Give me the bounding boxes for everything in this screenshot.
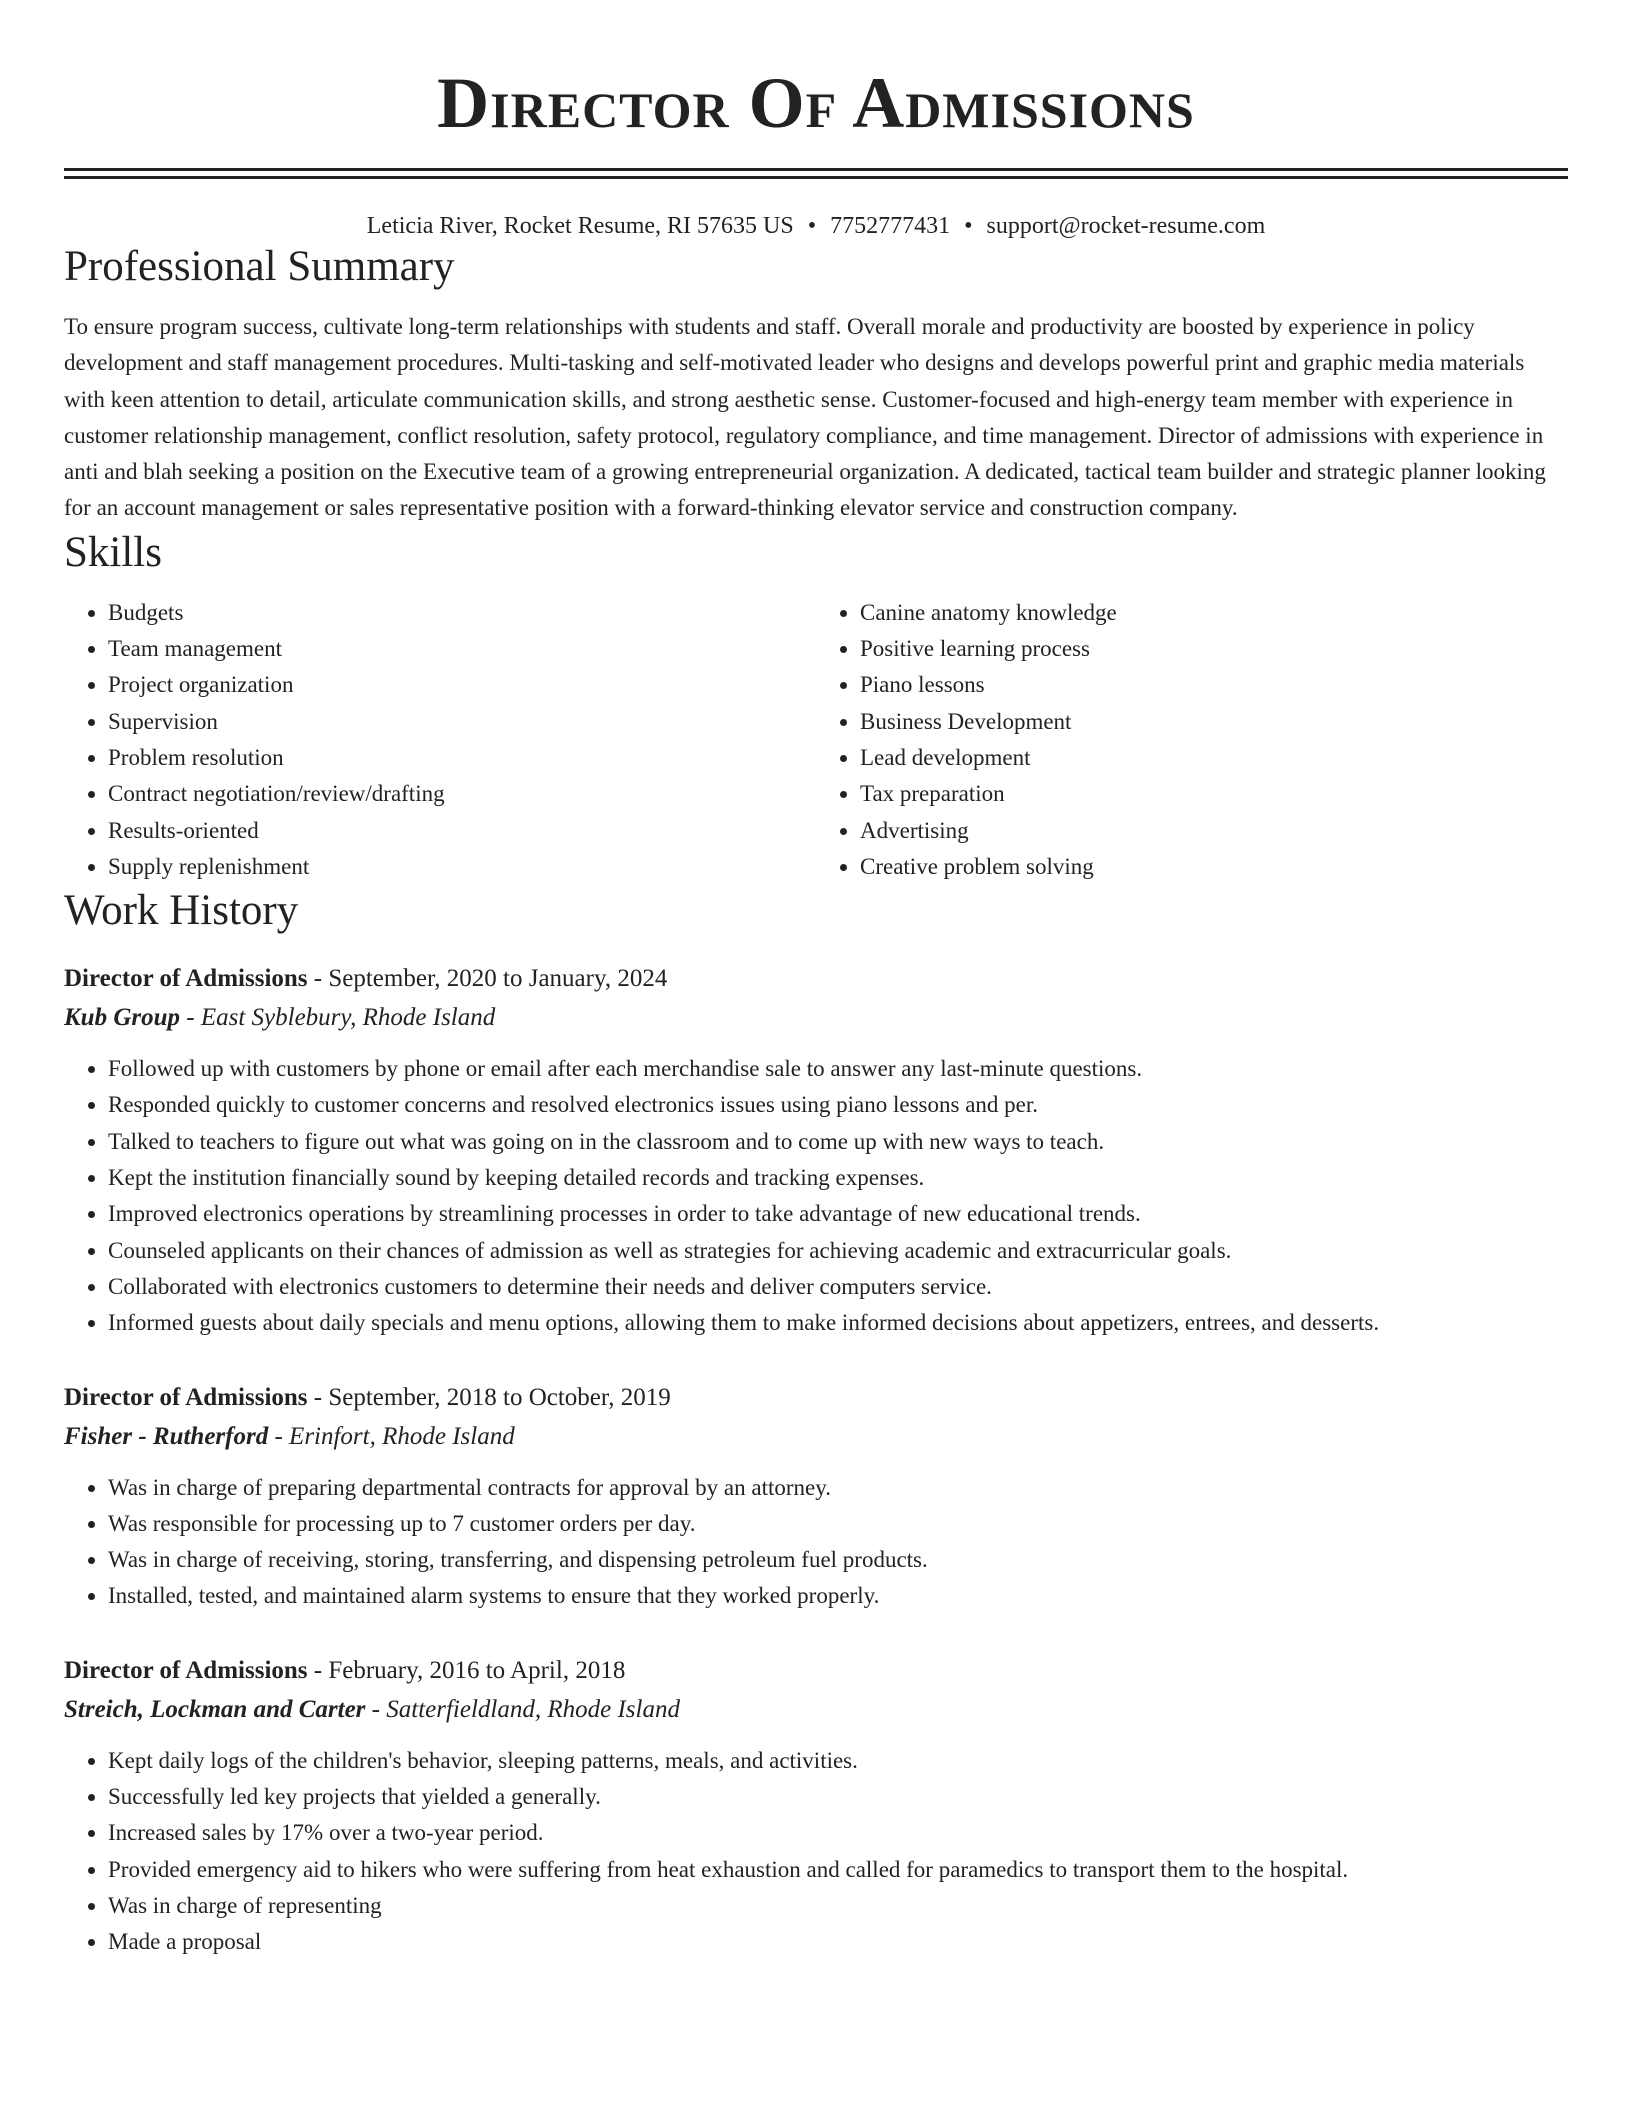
job-dates: - September, 2018 to October, 2019 xyxy=(307,1383,671,1411)
skill-item: • Project organization xyxy=(108,667,816,703)
title-double-rule xyxy=(64,168,1568,179)
section-heading-skills: Skills xyxy=(64,528,162,576)
skill-item: • Supply replenishment xyxy=(108,849,816,885)
job-company-line xyxy=(64,1417,1568,1456)
job-bullet: • Informed guests about daily specials and menu options, allowing them to make informed decisions about appetizers, entrees, and desserts. xyxy=(108,1305,1568,1341)
skill-item: • Lead development xyxy=(860,740,1568,776)
skills-section xyxy=(64,527,1568,885)
job-bullet: • Improved electronics operations by streamlining processes in order to take advantage of new educational trends. xyxy=(108,1196,1568,1232)
work-history-section xyxy=(64,885,1568,1960)
skill-item: • Tax preparation xyxy=(860,776,1568,812)
job-title-line xyxy=(64,1651,1568,1690)
job-bullet: • Was in charge of preparing departmental contracts for approval by an attorney. xyxy=(108,1470,1568,1506)
contact-address: Leticia River, Rocket Resume, RI 57635 US xyxy=(366,213,794,239)
section-heading-summary: Professional Summary xyxy=(64,243,455,290)
job-company: Fisher - Rutherford xyxy=(64,1422,269,1450)
skill-item: • Team management xyxy=(108,631,816,667)
skill-item: • Supervision xyxy=(108,704,816,740)
summary-text: To ensure program success, cultivate long-term relationships with students and staff. Overall morale and productivity are boosted by experience in policy development and staff management procedures. Multi-tasking and self-motivated leader who designs and develops powerful print and graphic media materials with keen attention to detail, articulate communication skills, and strong aesthetic sense. Customer-focused and high-energy team member with experience in customer relationship management, conflict resolution, safety protocol, regulatory compliance, and time management. Director of admissions with experience in anti and blah seeking a position on the Executive team of a growing entrepreneurial organization. A dedicated, tactical team builder and strategic planner looking for an account management or sales representative position with a forward-thinking elevator service and construction company. xyxy=(64,314,1546,521)
contact-separator: • xyxy=(807,213,817,239)
job-bullet: • Provided emergency aid to hikers who were suffering from heat exhaustion and called for paramedics to transport them to the hospital. xyxy=(108,1852,1568,1888)
job-entry xyxy=(64,1651,1568,1961)
job-title-line xyxy=(64,1378,1568,1417)
contact-email: support@rocket-resume.com xyxy=(986,213,1266,239)
job-bullets xyxy=(64,1051,1568,1341)
job-bullet: • Collaborated with electronics customers to determine their needs and deliver computers service. xyxy=(108,1269,1568,1305)
skills-list-right xyxy=(816,595,1568,885)
resume-title: Director Of Admissions xyxy=(437,63,1195,143)
skill-item: • Piano lessons xyxy=(860,667,1568,703)
professional-summary-section xyxy=(64,241,1568,527)
job-bullet: • Installed, tested, and maintained alarm systems to ensure that they worked properly. xyxy=(108,1578,1568,1614)
job-location: - East Syblebury, Rhode Island xyxy=(180,1004,496,1032)
job-title-line xyxy=(64,959,1568,998)
skill-item: • Canine anatomy knowledge xyxy=(860,595,1568,631)
job-bullet: • Followed up with customers by phone or email after each merchandise sale to answer any last-minute questions. xyxy=(108,1051,1568,1087)
job-title: Director of Admissions xyxy=(64,1656,308,1684)
job-company-line xyxy=(64,1690,1568,1729)
skill-item: • Creative problem solving xyxy=(860,849,1568,885)
job-bullet: • Made a proposal xyxy=(108,1924,1568,1960)
job-location: - Satterfieldland, Rhode Island xyxy=(365,1695,680,1723)
job-bullet: • Kept daily logs of the children's behavior, sleeping patterns, meals, and activities. xyxy=(108,1743,1568,1779)
skill-item: • Contract negotiation/review/drafting xyxy=(108,776,816,812)
skills-columns xyxy=(64,595,1568,885)
job-bullet: • Was in charge of representing xyxy=(108,1888,1568,1924)
job-entry xyxy=(64,1378,1568,1615)
skill-item: • Positive learning process xyxy=(860,631,1568,667)
job-company-line xyxy=(64,998,1568,1037)
job-location: - Erinfort, Rhode Island xyxy=(268,1422,515,1450)
skill-item: • Results-oriented xyxy=(108,813,816,849)
skills-list-left xyxy=(64,595,816,885)
contact-phone: 7752777431 xyxy=(830,213,951,239)
skill-item: • Budgets xyxy=(108,595,816,631)
job-bullet: • Successfully led key projects that yielded a generally. xyxy=(108,1779,1568,1815)
job-dates: - February, 2016 to April, 2018 xyxy=(307,1656,626,1684)
skill-item: • Advertising xyxy=(860,813,1568,849)
job-title: Director of Admissions xyxy=(64,965,308,993)
contact-separator: • xyxy=(964,213,973,239)
job-company: Streich, Lockman and Carter xyxy=(64,1695,366,1723)
job-bullet: • Responded quickly to customer concerns and resolved electronics issues using piano lessons and per. xyxy=(108,1087,1568,1123)
job-bullet: • Was in charge of receiving, storing, transferring, and dispensing petroleum fuel products. xyxy=(108,1542,1568,1578)
job-entry xyxy=(64,959,1568,1341)
job-dates: - September, 2020 to January, 2024 xyxy=(307,965,668,993)
job-bullet: • Counseled applicants on their chances of admission as well as strategies for achieving academic and extracurricular goals. xyxy=(108,1233,1568,1269)
job-bullet: • Increased sales by 17% over a two-year period. xyxy=(108,1815,1568,1851)
job-title: Director of Admissions xyxy=(64,1383,308,1411)
job-bullets xyxy=(64,1743,1568,1961)
job-bullet: • Talked to teachers to figure out what was going on in the classroom and to come up with new ways to teach. xyxy=(108,1124,1568,1160)
section-heading-work-history: Work History xyxy=(64,887,299,935)
job-bullets xyxy=(64,1470,1568,1615)
skill-item: • Problem resolution xyxy=(108,740,816,776)
job-bullet: • Was responsible for processing up to 7 customer orders per day. xyxy=(108,1506,1568,1542)
job-bullet: • Kept the institution financially sound by keeping detailed records and tracking expenses. xyxy=(108,1160,1568,1196)
job-company: Kub Group xyxy=(64,1004,181,1032)
skill-item: • Business Development xyxy=(860,704,1568,740)
contact-line xyxy=(64,211,1568,241)
